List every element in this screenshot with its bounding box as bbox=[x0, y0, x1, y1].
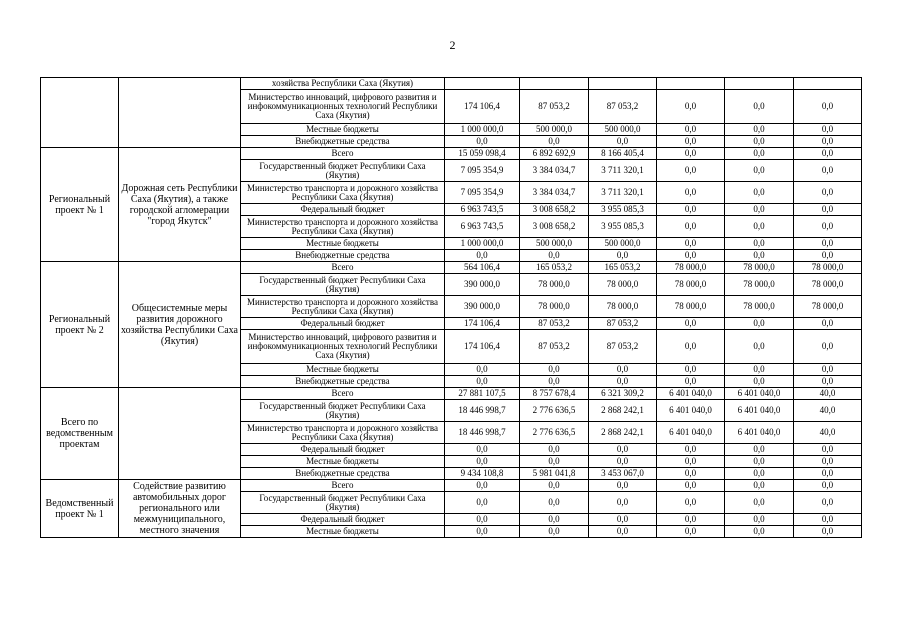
amount-cell: 0,0 bbox=[725, 468, 794, 480]
project-description-cell: Содействие развитию автомобильных дорог регионального или межмуниципального, местного значения bbox=[119, 480, 241, 538]
amount-cell bbox=[589, 78, 657, 90]
amount-cell: 0,0 bbox=[520, 526, 589, 538]
amount-cell: 5 981 041,8 bbox=[520, 468, 589, 480]
funding-source-cell: Министерство транспорта и дорожного хозяйства Республики Саха (Якутия) bbox=[241, 216, 445, 238]
table-row bbox=[41, 480, 862, 492]
amount-cell: 0,0 bbox=[589, 456, 657, 468]
amount-cell: 2 776 636,5 bbox=[520, 422, 589, 444]
amount-cell: 174 106,4 bbox=[445, 318, 520, 330]
amount-cell: 27 881 107,5 bbox=[445, 388, 520, 400]
amount-cell: 0,0 bbox=[445, 456, 520, 468]
amount-cell: 0,0 bbox=[794, 136, 862, 148]
amount-cell: 87 053,2 bbox=[520, 90, 589, 124]
amount-cell: 0,0 bbox=[520, 492, 589, 514]
amount-cell: 0,0 bbox=[725, 160, 794, 182]
amount-cell: 0,0 bbox=[589, 492, 657, 514]
amount-cell: 7 095 354,9 bbox=[445, 160, 520, 182]
amount-cell: 87 053,2 bbox=[520, 318, 589, 330]
amount-cell: 78 000,0 bbox=[520, 296, 589, 318]
amount-cell: 87 053,2 bbox=[589, 318, 657, 330]
amount-cell: 0,0 bbox=[794, 364, 862, 376]
funding-source-cell: Государственный бюджет Республики Саха (Якутия) bbox=[241, 400, 445, 422]
amount-cell: 6 963 743,5 bbox=[445, 204, 520, 216]
amount-cell: 40,0 bbox=[794, 388, 862, 400]
amount-cell: 18 446 998,7 bbox=[445, 422, 520, 444]
amount-cell: 0,0 bbox=[657, 124, 725, 136]
amount-cell: 78 000,0 bbox=[725, 274, 794, 296]
amount-cell: 0,0 bbox=[794, 468, 862, 480]
amount-cell: 3 453 067,0 bbox=[589, 468, 657, 480]
amount-cell: 0,0 bbox=[589, 480, 657, 492]
amount-cell: 0,0 bbox=[657, 514, 725, 526]
amount-cell: 0,0 bbox=[725, 376, 794, 388]
project-description-cell: Общесистемные меры развития дорожного хозяйства Республики Саха (Якутия) bbox=[119, 262, 241, 388]
funding-source-cell: Местные бюджеты bbox=[241, 456, 445, 468]
amount-cell: 390 000,0 bbox=[445, 274, 520, 296]
amount-cell: 0,0 bbox=[794, 526, 862, 538]
amount-cell: 0,0 bbox=[725, 204, 794, 216]
amount-cell: 0,0 bbox=[794, 456, 862, 468]
funding-source-cell: Всего bbox=[241, 480, 445, 492]
amount-cell bbox=[520, 78, 589, 90]
amount-cell: 500 000,0 bbox=[520, 124, 589, 136]
amount-cell: 0,0 bbox=[725, 148, 794, 160]
amount-cell: 0,0 bbox=[589, 376, 657, 388]
amount-cell: 0,0 bbox=[657, 330, 725, 364]
funding-source-cell: Внебюджетные средства bbox=[241, 250, 445, 262]
amount-cell: 0,0 bbox=[657, 468, 725, 480]
amount-cell: 0,0 bbox=[794, 480, 862, 492]
amount-cell: 0,0 bbox=[657, 204, 725, 216]
amount-cell: 2 868 242,1 bbox=[589, 400, 657, 422]
amount-cell: 165 053,2 bbox=[589, 262, 657, 274]
amount-cell: 0,0 bbox=[445, 480, 520, 492]
amount-cell: 0,0 bbox=[725, 514, 794, 526]
amount-cell: 0,0 bbox=[725, 456, 794, 468]
funding-source-cell: Всего bbox=[241, 388, 445, 400]
table-row bbox=[41, 148, 862, 160]
table-row bbox=[41, 262, 862, 274]
amount-cell: 6 963 743,5 bbox=[445, 216, 520, 238]
amount-cell: 0,0 bbox=[794, 182, 862, 204]
amount-cell: 500 000,0 bbox=[589, 238, 657, 250]
amount-cell: 0,0 bbox=[657, 136, 725, 148]
amount-cell: 0,0 bbox=[794, 148, 862, 160]
amount-cell: 0,0 bbox=[725, 480, 794, 492]
project-name-cell: Ведомственный проект № 1 bbox=[41, 480, 119, 538]
funding-source-cell: Внебюджетные средства bbox=[241, 376, 445, 388]
amount-cell: 0,0 bbox=[657, 90, 725, 124]
amount-cell: 6 401 040,0 bbox=[725, 400, 794, 422]
amount-cell: 2 776 636,5 bbox=[520, 400, 589, 422]
amount-cell: 0,0 bbox=[589, 250, 657, 262]
amount-cell: 3 384 034,7 bbox=[520, 182, 589, 204]
amount-cell: 18 446 998,7 bbox=[445, 400, 520, 422]
amount-cell: 0,0 bbox=[794, 330, 862, 364]
amount-cell: 0,0 bbox=[794, 318, 862, 330]
amount-cell: 0,0 bbox=[725, 238, 794, 250]
funding-source-cell: Внебюджетные средства bbox=[241, 136, 445, 148]
amount-cell: 3 955 085,3 bbox=[589, 204, 657, 216]
amount-cell: 1 000 000,0 bbox=[445, 238, 520, 250]
amount-cell bbox=[445, 78, 520, 90]
funding-source-cell: Местные бюджеты bbox=[241, 526, 445, 538]
amount-cell: 8 166 405,4 bbox=[589, 148, 657, 160]
funding-source-cell: Всего bbox=[241, 148, 445, 160]
amount-cell: 9 434 108,8 bbox=[445, 468, 520, 480]
amount-cell: 0,0 bbox=[657, 250, 725, 262]
amount-cell: 6 321 309,2 bbox=[589, 388, 657, 400]
amount-cell: 0,0 bbox=[589, 526, 657, 538]
amount-cell: 0,0 bbox=[725, 90, 794, 124]
funding-source-cell: Местные бюджеты bbox=[241, 364, 445, 376]
amount-cell: 0,0 bbox=[445, 514, 520, 526]
funding-source-cell: Местные бюджеты bbox=[241, 238, 445, 250]
amount-cell: 0,0 bbox=[445, 364, 520, 376]
amount-cell: 0,0 bbox=[794, 514, 862, 526]
amount-cell: 87 053,2 bbox=[589, 330, 657, 364]
project-description-cell: Дорожная сеть Республики Саха (Якутия), а также городской агломерации "город Якутск" bbox=[119, 148, 241, 262]
project-name-cell: Региональный проект № 2 bbox=[41, 262, 119, 388]
amount-cell: 78 000,0 bbox=[657, 262, 725, 274]
funding-source-cell: Федеральный бюджет bbox=[241, 444, 445, 456]
amount-cell: 0,0 bbox=[725, 124, 794, 136]
amount-cell: 3 711 320,1 bbox=[589, 160, 657, 182]
amount-cell: 0,0 bbox=[794, 250, 862, 262]
amount-cell: 0,0 bbox=[725, 364, 794, 376]
amount-cell bbox=[725, 78, 794, 90]
funding-source-cell: Министерство транспорта и дорожного хозяйства Республики Саха (Якутия) bbox=[241, 296, 445, 318]
amount-cell: 0,0 bbox=[725, 330, 794, 364]
amount-cell: 0,0 bbox=[657, 492, 725, 514]
amount-cell: 0,0 bbox=[725, 136, 794, 148]
amount-cell: 0,0 bbox=[520, 480, 589, 492]
amount-cell: 0,0 bbox=[445, 250, 520, 262]
amount-cell: 0,0 bbox=[725, 318, 794, 330]
project-name-cell: Всего по ведомственным проектам bbox=[41, 388, 119, 480]
amount-cell: 0,0 bbox=[657, 148, 725, 160]
amount-cell: 0,0 bbox=[794, 160, 862, 182]
amount-cell: 174 106,4 bbox=[445, 90, 520, 124]
amount-cell: 3 008 658,2 bbox=[520, 204, 589, 216]
amount-cell: 78 000,0 bbox=[725, 262, 794, 274]
amount-cell: 0,0 bbox=[520, 456, 589, 468]
amount-cell: 2 868 242,1 bbox=[589, 422, 657, 444]
page-number: 2 bbox=[449, 38, 456, 52]
amount-cell: 6 401 040,0 bbox=[657, 400, 725, 422]
amount-cell bbox=[794, 78, 862, 90]
amount-cell: 0,0 bbox=[445, 526, 520, 538]
funding-source-cell: Всего bbox=[241, 262, 445, 274]
amount-cell: 0,0 bbox=[589, 514, 657, 526]
amount-cell: 78 000,0 bbox=[794, 296, 862, 318]
amount-cell: 3 384 034,7 bbox=[520, 160, 589, 182]
funding-source-cell: Государственный бюджет Республики Саха (Якутия) bbox=[241, 274, 445, 296]
amount-cell: 78 000,0 bbox=[657, 296, 725, 318]
amount-cell: 0,0 bbox=[520, 514, 589, 526]
funding-source-cell: Министерство инноваций, цифрового развития и инфокоммуникационных технологий Республики Саха (Якутия) bbox=[241, 330, 445, 364]
amount-cell: 0,0 bbox=[520, 250, 589, 262]
amount-cell: 78 000,0 bbox=[725, 296, 794, 318]
amount-cell: 0,0 bbox=[725, 492, 794, 514]
amount-cell: 0,0 bbox=[657, 364, 725, 376]
amount-cell: 500 000,0 bbox=[589, 124, 657, 136]
amount-cell: 87 053,2 bbox=[589, 90, 657, 124]
amount-cell: 0,0 bbox=[657, 526, 725, 538]
budget-table bbox=[40, 77, 862, 538]
amount-cell: 390 000,0 bbox=[445, 296, 520, 318]
amount-cell: 0,0 bbox=[794, 238, 862, 250]
amount-cell: 0,0 bbox=[589, 444, 657, 456]
amount-cell: 78 000,0 bbox=[589, 296, 657, 318]
amount-cell: 7 095 354,9 bbox=[445, 182, 520, 204]
amount-cell: 0,0 bbox=[794, 376, 862, 388]
funding-source-cell: хозяйства Республики Саха (Якутия) bbox=[241, 78, 445, 90]
amount-cell: 78 000,0 bbox=[520, 274, 589, 296]
amount-cell: 0,0 bbox=[725, 526, 794, 538]
amount-cell: 0,0 bbox=[657, 456, 725, 468]
amount-cell: 78 000,0 bbox=[589, 274, 657, 296]
amount-cell: 0,0 bbox=[657, 216, 725, 238]
amount-cell: 0,0 bbox=[657, 444, 725, 456]
amount-cell: 165 053,2 bbox=[520, 262, 589, 274]
funding-source-cell: Федеральный бюджет bbox=[241, 514, 445, 526]
amount-cell: 0,0 bbox=[657, 480, 725, 492]
amount-cell: 0,0 bbox=[725, 216, 794, 238]
amount-cell: 8 757 678,4 bbox=[520, 388, 589, 400]
amount-cell: 0,0 bbox=[794, 492, 862, 514]
project-description-cell bbox=[119, 388, 241, 480]
amount-cell: 0,0 bbox=[445, 444, 520, 456]
amount-cell: 0,0 bbox=[794, 204, 862, 216]
funding-source-cell: Государственный бюджет Республики Саха (Якутия) bbox=[241, 492, 445, 514]
funding-source-cell: Федеральный бюджет bbox=[241, 204, 445, 216]
amount-cell: 78 000,0 bbox=[794, 262, 862, 274]
funding-source-cell: Внебюджетные средства bbox=[241, 468, 445, 480]
amount-cell: 174 106,4 bbox=[445, 330, 520, 364]
amount-cell: 0,0 bbox=[657, 318, 725, 330]
amount-cell: 0,0 bbox=[794, 444, 862, 456]
amount-cell: 0,0 bbox=[657, 238, 725, 250]
funding-source-cell: Государственный бюджет Республики Саха (Якутия) bbox=[241, 160, 445, 182]
amount-cell: 78 000,0 bbox=[657, 274, 725, 296]
amount-cell: 15 059 098,4 bbox=[445, 148, 520, 160]
amount-cell: 0,0 bbox=[520, 444, 589, 456]
amount-cell: 0,0 bbox=[794, 124, 862, 136]
amount-cell: 6 401 040,0 bbox=[657, 422, 725, 444]
amount-cell: 3 955 085,3 bbox=[589, 216, 657, 238]
amount-cell: 0,0 bbox=[794, 90, 862, 124]
funding-source-cell: Федеральный бюджет bbox=[241, 318, 445, 330]
amount-cell: 78 000,0 bbox=[794, 274, 862, 296]
amount-cell: 40,0 bbox=[794, 422, 862, 444]
amount-cell: 1 000 000,0 bbox=[445, 124, 520, 136]
amount-cell: 0,0 bbox=[589, 136, 657, 148]
amount-cell: 0,0 bbox=[725, 182, 794, 204]
amount-cell: 40,0 bbox=[794, 400, 862, 422]
amount-cell: 0,0 bbox=[445, 492, 520, 514]
table-row bbox=[41, 388, 862, 400]
funding-source-cell: Министерство инноваций, цифрового развития и инфокоммуникационных технологий Республики Саха (Якутия) bbox=[241, 90, 445, 124]
funding-source-cell: Министерство транспорта и дорожного хозяйства Республики Саха (Якутия) bbox=[241, 422, 445, 444]
amount-cell: 6 401 040,0 bbox=[725, 422, 794, 444]
funding-source-cell: Министерство транспорта и дорожного хозяйства Республики Саха (Якутия) bbox=[241, 182, 445, 204]
amount-cell: 0,0 bbox=[520, 376, 589, 388]
amount-cell: 0,0 bbox=[657, 160, 725, 182]
amount-cell: 3 711 320,1 bbox=[589, 182, 657, 204]
project-description-cell bbox=[119, 78, 241, 148]
amount-cell: 0,0 bbox=[445, 136, 520, 148]
amount-cell: 0,0 bbox=[520, 364, 589, 376]
amount-cell: 0,0 bbox=[657, 376, 725, 388]
amount-cell: 500 000,0 bbox=[520, 238, 589, 250]
project-name-cell: Региональный проект № 1 bbox=[41, 148, 119, 262]
amount-cell: 0,0 bbox=[657, 182, 725, 204]
amount-cell bbox=[657, 78, 725, 90]
table-row bbox=[41, 78, 862, 90]
amount-cell: 0,0 bbox=[794, 216, 862, 238]
amount-cell: 564 106,4 bbox=[445, 262, 520, 274]
amount-cell: 0,0 bbox=[725, 444, 794, 456]
funding-source-cell: Местные бюджеты bbox=[241, 124, 445, 136]
amount-cell: 0,0 bbox=[445, 376, 520, 388]
amount-cell: 6 401 040,0 bbox=[657, 388, 725, 400]
amount-cell: 0,0 bbox=[589, 364, 657, 376]
project-name-cell bbox=[41, 78, 119, 148]
amount-cell: 6 401 040,0 bbox=[725, 388, 794, 400]
amount-cell: 3 008 658,2 bbox=[520, 216, 589, 238]
amount-cell: 0,0 bbox=[725, 250, 794, 262]
amount-cell: 6 892 692,9 bbox=[520, 148, 589, 160]
amount-cell: 87 053,2 bbox=[520, 330, 589, 364]
amount-cell: 0,0 bbox=[520, 136, 589, 148]
